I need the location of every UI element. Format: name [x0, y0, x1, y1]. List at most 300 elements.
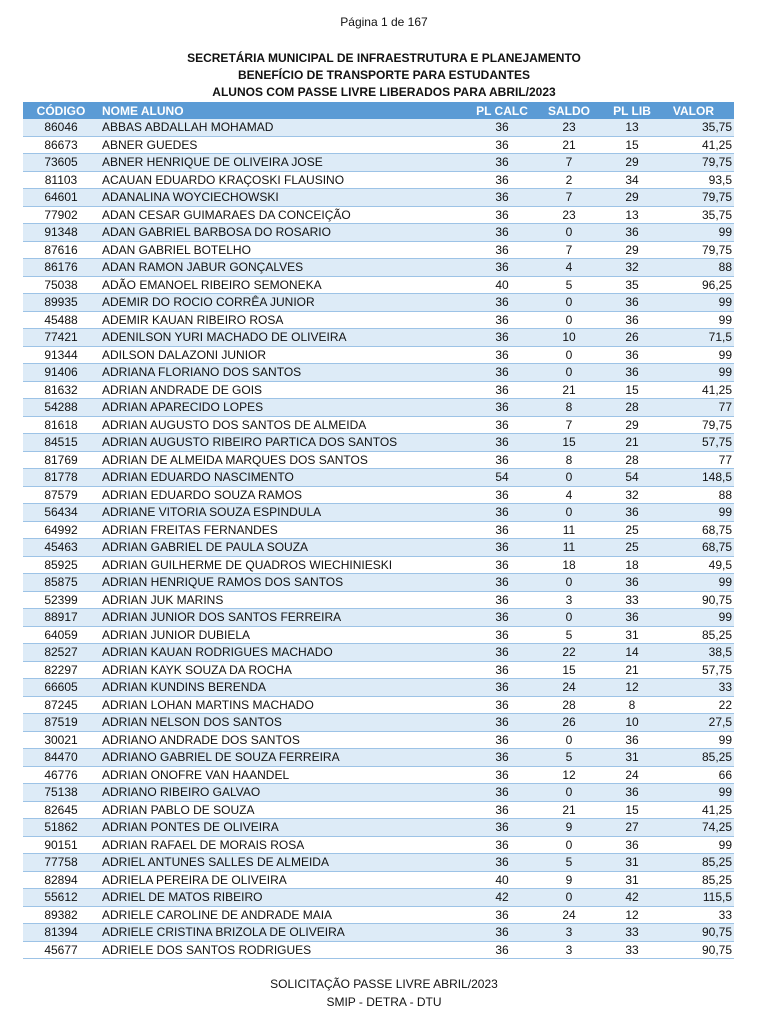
cell-valor: 77 — [663, 451, 734, 469]
table-row — [23, 119, 734, 136]
cell-nome-aluno: ADRIELE CAROLINE DE ANDRADE MAIA — [99, 906, 467, 924]
cell-nome-aluno: ADAN GABRIEL BOTELHO — [99, 241, 467, 259]
cell-codigo: 77421 — [23, 329, 99, 347]
table-row — [23, 206, 734, 224]
cell-codigo: 54288 — [23, 399, 99, 417]
cell-saldo: 9 — [537, 819, 601, 837]
cell-pl-calc: 36 — [467, 556, 537, 574]
cell-saldo: 0 — [537, 504, 601, 522]
cell-valor: 41,25 — [663, 136, 734, 154]
table-row — [23, 504, 734, 522]
cell-nome-aluno: ADRIAN AUGUSTO RIBEIRO PARTICA DOS SANTOS — [99, 434, 467, 452]
cell-valor: 85,25 — [663, 871, 734, 889]
cell-nome-aluno: ADRIAN EDUARDO NASCIMENTO — [99, 469, 467, 487]
cell-pl-calc: 36 — [467, 679, 537, 697]
cell-nome-aluno: ADRIAN NELSON DOS SANTOS — [99, 714, 467, 732]
cell-pl-calc: 36 — [467, 784, 537, 802]
table-row — [23, 556, 734, 574]
cell-codigo: 81394 — [23, 924, 99, 942]
cell-pl-calc: 36 — [467, 504, 537, 522]
table-row — [23, 679, 734, 697]
cell-pl-calc: 36 — [467, 731, 537, 749]
cell-valor: 99 — [663, 574, 734, 592]
cell-pl-lib: 13 — [601, 119, 663, 136]
footer-line-request: SOLICITAÇÃO PASSE LIVRE ABRIL/2023 — [270, 977, 498, 991]
cell-valor: 35,75 — [663, 119, 734, 136]
cell-codigo: 81778 — [23, 469, 99, 487]
cell-saldo: 0 — [537, 346, 601, 364]
table-row — [23, 189, 734, 207]
cell-pl-lib: 31 — [601, 626, 663, 644]
cell-valor: 99 — [663, 224, 734, 242]
column-header-pl-calc: PL CALC — [467, 102, 537, 119]
cell-pl-lib: 54 — [601, 469, 663, 487]
cell-pl-lib: 36 — [601, 836, 663, 854]
cell-saldo: 15 — [537, 661, 601, 679]
cell-codigo: 91406 — [23, 364, 99, 382]
cell-valor: 66 — [663, 766, 734, 784]
table-row — [23, 171, 734, 189]
cell-pl-lib: 21 — [601, 661, 663, 679]
cell-valor: 99 — [663, 294, 734, 312]
cell-saldo: 11 — [537, 539, 601, 557]
cell-valor: 79,75 — [663, 241, 734, 259]
cell-pl-calc: 36 — [467, 836, 537, 854]
cell-nome-aluno: ADRIAN GABRIEL DE PAULA SOUZA — [99, 539, 467, 557]
table-row — [23, 399, 734, 417]
cell-pl-calc: 36 — [467, 416, 537, 434]
cell-nome-aluno: ADRIANE VITORIA SOUZA ESPINDULA — [99, 504, 467, 522]
cell-pl-lib: 8 — [601, 696, 663, 714]
cell-pl-lib: 32 — [601, 486, 663, 504]
cell-nome-aluno: ADRIAN JUK MARINS — [99, 591, 467, 609]
cell-valor: 99 — [663, 731, 734, 749]
cell-valor: 79,75 — [663, 189, 734, 207]
table-row — [23, 906, 734, 924]
cell-pl-lib: 31 — [601, 854, 663, 872]
cell-valor: 148,5 — [663, 469, 734, 487]
cell-nome-aluno: ADRIAN PABLO DE SOUZA — [99, 801, 467, 819]
cell-nome-aluno: ADRIAN ANDRADE DE GOIS — [99, 381, 467, 399]
cell-codigo: 64059 — [23, 626, 99, 644]
cell-valor: 35,75 — [663, 206, 734, 224]
cell-pl-calc: 36 — [467, 539, 537, 557]
cell-pl-calc: 40 — [467, 871, 537, 889]
cell-pl-lib: 15 — [601, 136, 663, 154]
cell-pl-calc: 36 — [467, 329, 537, 347]
cell-pl-lib: 33 — [601, 941, 663, 959]
cell-nome-aluno: ADILSON DALAZONI JUNIOR — [99, 346, 467, 364]
cell-codigo: 81618 — [23, 416, 99, 434]
table-row — [23, 136, 734, 154]
cell-pl-lib: 36 — [601, 784, 663, 802]
cell-saldo: 0 — [537, 784, 601, 802]
table-row — [23, 591, 734, 609]
cell-codigo: 81769 — [23, 451, 99, 469]
cell-pl-calc: 36 — [467, 854, 537, 872]
cell-saldo: 8 — [537, 451, 601, 469]
cell-nome-aluno: ADRIAN ONOFRE VAN HAANDEL — [99, 766, 467, 784]
cell-pl-calc: 36 — [467, 749, 537, 767]
cell-saldo: 22 — [537, 644, 601, 662]
cell-saldo: 4 — [537, 259, 601, 277]
cell-codigo: 46776 — [23, 766, 99, 784]
cell-pl-lib: 33 — [601, 924, 663, 942]
footer-line-department: SMIP - DETRA - DTU — [326, 995, 442, 1009]
cell-pl-calc: 36 — [467, 574, 537, 592]
table-row — [23, 871, 734, 889]
table-row — [23, 696, 734, 714]
cell-valor: 93,5 — [663, 171, 734, 189]
cell-codigo: 45677 — [23, 941, 99, 959]
cell-pl-lib: 34 — [601, 171, 663, 189]
cell-pl-lib: 36 — [601, 224, 663, 242]
cell-pl-lib: 42 — [601, 889, 663, 907]
table-row — [23, 889, 734, 907]
cell-codigo: 87245 — [23, 696, 99, 714]
cell-nome-aluno: ABNER GUEDES — [99, 136, 467, 154]
cell-valor: 96,25 — [663, 276, 734, 294]
table-row — [23, 574, 734, 592]
cell-saldo: 0 — [537, 364, 601, 382]
cell-codigo: 56434 — [23, 504, 99, 522]
cell-saldo: 5 — [537, 626, 601, 644]
cell-codigo: 84515 — [23, 434, 99, 452]
cell-pl-lib: 36 — [601, 574, 663, 592]
cell-saldo: 7 — [537, 189, 601, 207]
cell-nome-aluno: ADRIAN KUNDINS BERENDA — [99, 679, 467, 697]
cell-codigo: 45488 — [23, 311, 99, 329]
table-row — [23, 924, 734, 942]
cell-nome-aluno: ADENILSON YURI MACHADO DE OLIVEIRA — [99, 329, 467, 347]
cell-nome-aluno: ACAUAN EDUARDO KRAÇOSKI FLAUSINO — [99, 171, 467, 189]
cell-valor: 41,25 — [663, 381, 734, 399]
cell-valor: 99 — [663, 836, 734, 854]
cell-valor: 99 — [663, 364, 734, 382]
cell-pl-calc: 36 — [467, 451, 537, 469]
document-header — [0, 50, 768, 101]
cell-valor: 38,5 — [663, 644, 734, 662]
cell-codigo: 45463 — [23, 539, 99, 557]
cell-nome-aluno: ADRIANA FLORIANO DOS SANTOS — [99, 364, 467, 382]
cell-pl-calc: 36 — [467, 119, 537, 136]
column-header-codigo: CÓDIGO — [23, 102, 99, 119]
table-row — [23, 259, 734, 277]
cell-pl-calc: 36 — [467, 224, 537, 242]
cell-pl-lib: 29 — [601, 416, 663, 434]
cell-saldo: 18 — [537, 556, 601, 574]
table-row — [23, 451, 734, 469]
table-row — [23, 521, 734, 539]
cell-pl-calc: 36 — [467, 714, 537, 732]
cell-codigo: 86176 — [23, 259, 99, 277]
cell-nome-aluno: ADRIAN APARECIDO LOPES — [99, 399, 467, 417]
cell-saldo: 0 — [537, 574, 601, 592]
cell-codigo: 55612 — [23, 889, 99, 907]
cell-nome-aluno: ADRIEL DE MATOS RIBEIRO — [99, 889, 467, 907]
cell-codigo: 91348 — [23, 224, 99, 242]
cell-nome-aluno: ADRIAN EDUARDO SOUZA RAMOS — [99, 486, 467, 504]
cell-saldo: 5 — [537, 854, 601, 872]
department-title: SECRETÁRIA MUNICIPAL DE INFRAESTRUTURA E PLANEJAMENTO — [187, 51, 581, 65]
cell-codigo: 73605 — [23, 154, 99, 172]
cell-valor: 79,75 — [663, 154, 734, 172]
cell-valor: 99 — [663, 784, 734, 802]
column-header-saldo: SALDO — [537, 102, 601, 119]
cell-saldo: 3 — [537, 591, 601, 609]
cell-saldo: 5 — [537, 749, 601, 767]
cell-codigo: 77758 — [23, 854, 99, 872]
table-row — [23, 294, 734, 312]
cell-nome-aluno: ADRIAN DE ALMEIDA MARQUES DOS SANTOS — [99, 451, 467, 469]
cell-codigo: 88917 — [23, 609, 99, 627]
cell-saldo: 2 — [537, 171, 601, 189]
cell-saldo: 24 — [537, 906, 601, 924]
cell-nome-aluno: ADRIAN RAFAEL DE MORAIS ROSA — [99, 836, 467, 854]
cell-pl-calc: 36 — [467, 364, 537, 382]
cell-codigo: 86673 — [23, 136, 99, 154]
cell-valor: 33 — [663, 679, 734, 697]
cell-saldo: 21 — [537, 136, 601, 154]
cell-valor: 57,75 — [663, 661, 734, 679]
cell-codigo: 87519 — [23, 714, 99, 732]
table-row — [23, 836, 734, 854]
cell-pl-lib: 15 — [601, 801, 663, 819]
cell-pl-lib: 35 — [601, 276, 663, 294]
cell-valor: 90,75 — [663, 591, 734, 609]
cell-saldo: 28 — [537, 696, 601, 714]
cell-pl-lib: 29 — [601, 189, 663, 207]
cell-saldo: 12 — [537, 766, 601, 784]
cell-pl-calc: 36 — [467, 906, 537, 924]
cell-codigo: 82645 — [23, 801, 99, 819]
cell-nome-aluno: ADRIEL ANTUNES SALLES DE ALMEIDA — [99, 854, 467, 872]
cell-pl-calc: 36 — [467, 696, 537, 714]
table-row — [23, 626, 734, 644]
cell-pl-lib: 26 — [601, 329, 663, 347]
cell-saldo: 11 — [537, 521, 601, 539]
cell-saldo: 5 — [537, 276, 601, 294]
cell-pl-calc: 36 — [467, 346, 537, 364]
cell-nome-aluno: ADRIAN JUNIOR DUBIELA — [99, 626, 467, 644]
cell-pl-lib: 36 — [601, 311, 663, 329]
table-row — [23, 346, 734, 364]
cell-saldo: 0 — [537, 469, 601, 487]
cell-codigo: 81103 — [23, 171, 99, 189]
cell-saldo: 24 — [537, 679, 601, 697]
cell-pl-lib: 15 — [601, 381, 663, 399]
list-title: ALUNOS COM PASSE LIVRE LIBERADOS PARA ABRIL/2023 — [212, 85, 556, 99]
cell-nome-aluno: ADEMIR KAUAN RIBEIRO ROSA — [99, 311, 467, 329]
cell-saldo: 21 — [537, 381, 601, 399]
cell-pl-calc: 36 — [467, 924, 537, 942]
cell-pl-lib: 25 — [601, 521, 663, 539]
cell-pl-calc: 54 — [467, 469, 537, 487]
table-row — [23, 154, 734, 172]
table-row — [23, 661, 734, 679]
cell-saldo: 0 — [537, 311, 601, 329]
table-row — [23, 749, 734, 767]
cell-saldo: 21 — [537, 801, 601, 819]
cell-nome-aluno: ADRIAN KAUAN RODRIGUES MACHADO — [99, 644, 467, 662]
cell-codigo: 64992 — [23, 521, 99, 539]
cell-pl-lib: 36 — [601, 364, 663, 382]
cell-codigo: 82894 — [23, 871, 99, 889]
cell-pl-lib: 14 — [601, 644, 663, 662]
cell-pl-calc: 36 — [467, 486, 537, 504]
cell-nome-aluno: ADRIAN PONTES DE OLIVEIRA — [99, 819, 467, 837]
cell-codigo: 87616 — [23, 241, 99, 259]
cell-saldo: 0 — [537, 294, 601, 312]
cell-nome-aluno: ADANALINA WOYCIECHOWSKI — [99, 189, 467, 207]
cell-pl-lib: 28 — [601, 451, 663, 469]
cell-codigo: 82527 — [23, 644, 99, 662]
cell-pl-calc: 36 — [467, 171, 537, 189]
cell-nome-aluno: ADRIELE DOS SANTOS RODRIGUES — [99, 941, 467, 959]
cell-codigo: 75038 — [23, 276, 99, 294]
cell-valor: 41,25 — [663, 801, 734, 819]
cell-nome-aluno: ADRIAN LOHAN MARTINS MACHADO — [99, 696, 467, 714]
cell-nome-aluno: ADRIAN KAYK SOUZA DA ROCHA — [99, 661, 467, 679]
cell-pl-lib: 21 — [601, 434, 663, 452]
cell-nome-aluno: ADRIAN GUILHERME DE QUADROS WIECHINIESKI — [99, 556, 467, 574]
column-header-nome-aluno: NOME ALUNO — [99, 102, 467, 119]
cell-nome-aluno: ADAN CESAR GUIMARAES DA CONCEIÇÃO — [99, 206, 467, 224]
cell-pl-lib: 31 — [601, 749, 663, 767]
table-header-row — [23, 102, 734, 119]
cell-saldo: 23 — [537, 119, 601, 136]
cell-saldo: 23 — [537, 206, 601, 224]
table-row — [23, 539, 734, 557]
cell-saldo: 7 — [537, 154, 601, 172]
cell-saldo: 0 — [537, 224, 601, 242]
cell-nome-aluno: ADRIANO GABRIEL DE SOUZA FERREIRA — [99, 749, 467, 767]
cell-codigo: 84470 — [23, 749, 99, 767]
cell-pl-calc: 36 — [467, 294, 537, 312]
table-row — [23, 854, 734, 872]
cell-pl-lib: 29 — [601, 241, 663, 259]
cell-pl-lib: 36 — [601, 346, 663, 364]
cell-pl-calc: 36 — [467, 399, 537, 417]
cell-nome-aluno: ADRIAN HENRIQUE RAMOS DOS SANTOS — [99, 574, 467, 592]
cell-pl-calc: 36 — [467, 311, 537, 329]
cell-codigo: 82297 — [23, 661, 99, 679]
cell-pl-calc: 36 — [467, 521, 537, 539]
cell-pl-lib: 32 — [601, 259, 663, 277]
cell-saldo: 9 — [537, 871, 601, 889]
cell-valor: 68,75 — [663, 521, 734, 539]
cell-codigo: 87579 — [23, 486, 99, 504]
cell-pl-calc: 36 — [467, 381, 537, 399]
cell-nome-aluno: ADRIANO ANDRADE DOS SANTOS — [99, 731, 467, 749]
cell-pl-calc: 36 — [467, 154, 537, 172]
table-row — [23, 381, 734, 399]
table-row — [23, 609, 734, 627]
cell-valor: 85,25 — [663, 626, 734, 644]
cell-codigo: 85925 — [23, 556, 99, 574]
cell-pl-lib: 18 — [601, 556, 663, 574]
cell-codigo: 77902 — [23, 206, 99, 224]
table-row — [23, 416, 734, 434]
cell-valor: 27,5 — [663, 714, 734, 732]
cell-codigo: 90151 — [23, 836, 99, 854]
cell-codigo: 81632 — [23, 381, 99, 399]
cell-saldo: 3 — [537, 924, 601, 942]
cell-valor: 77 — [663, 399, 734, 417]
program-title: BENEFÍCIO DE TRANSPORTE PARA ESTUDANTES — [237, 68, 531, 82]
cell-saldo: 8 — [537, 399, 601, 417]
cell-pl-lib: 29 — [601, 154, 663, 172]
cell-codigo: 66605 — [23, 679, 99, 697]
cell-nome-aluno: ADRIELA PEREIRA DE OLIVEIRA — [99, 871, 467, 889]
cell-valor: 115,5 — [663, 889, 734, 907]
cell-pl-calc: 36 — [467, 591, 537, 609]
table-row — [23, 819, 734, 837]
cell-codigo: 51862 — [23, 819, 99, 837]
table-row — [23, 644, 734, 662]
cell-codigo: 91344 — [23, 346, 99, 364]
cell-saldo: 10 — [537, 329, 601, 347]
cell-pl-lib: 12 — [601, 679, 663, 697]
cell-saldo: 15 — [537, 434, 601, 452]
cell-pl-lib: 12 — [601, 906, 663, 924]
cell-valor: 57,75 — [663, 434, 734, 452]
cell-pl-lib: 36 — [601, 609, 663, 627]
cell-valor: 90,75 — [663, 941, 734, 959]
table-row — [23, 941, 734, 959]
cell-nome-aluno: ADRIANO RIBEIRO GALVAO — [99, 784, 467, 802]
cell-nome-aluno: ADÃO EMANOEL RIBEIRO SEMONEKA — [99, 276, 467, 294]
table-row — [23, 801, 734, 819]
cell-codigo: 75138 — [23, 784, 99, 802]
cell-nome-aluno: ADAN RAMON JABUR GONÇALVES — [99, 259, 467, 277]
cell-nome-aluno: ADEMIR DO ROCIO CORRÊA JUNIOR — [99, 294, 467, 312]
cell-nome-aluno: ADRIAN FREITAS FERNANDES — [99, 521, 467, 539]
cell-saldo: 0 — [537, 889, 601, 907]
cell-pl-calc: 36 — [467, 434, 537, 452]
cell-pl-calc: 36 — [467, 136, 537, 154]
cell-nome-aluno: ADRIAN AUGUSTO DOS SANTOS DE ALMEIDA — [99, 416, 467, 434]
page-footer — [0, 975, 768, 1011]
table-row — [23, 714, 734, 732]
cell-valor: 88 — [663, 259, 734, 277]
table-row — [23, 224, 734, 242]
cell-pl-calc: 36 — [467, 189, 537, 207]
cell-valor: 74,25 — [663, 819, 734, 837]
table-row — [23, 434, 734, 452]
cell-pl-calc: 36 — [467, 941, 537, 959]
cell-valor: 88 — [663, 486, 734, 504]
cell-saldo: 0 — [537, 836, 601, 854]
cell-codigo: 64601 — [23, 189, 99, 207]
cell-pl-lib: 10 — [601, 714, 663, 732]
cell-pl-calc: 42 — [467, 889, 537, 907]
cell-nome-aluno: ADRIELE CRISTINA BRIZOLA DE OLIVEIRA — [99, 924, 467, 942]
cell-pl-calc: 36 — [467, 766, 537, 784]
column-header-pl-lib: PL LIB — [601, 102, 663, 119]
cell-codigo: 85875 — [23, 574, 99, 592]
table-row — [23, 276, 734, 294]
table-row — [23, 469, 734, 487]
cell-pl-lib: 31 — [601, 871, 663, 889]
cell-pl-calc: 36 — [467, 644, 537, 662]
table-row — [23, 731, 734, 749]
cell-saldo: 3 — [537, 941, 601, 959]
page-number: Página 1 de 167 — [340, 15, 428, 29]
cell-pl-calc: 36 — [467, 609, 537, 627]
cell-saldo: 26 — [537, 714, 601, 732]
cell-valor: 99 — [663, 346, 734, 364]
